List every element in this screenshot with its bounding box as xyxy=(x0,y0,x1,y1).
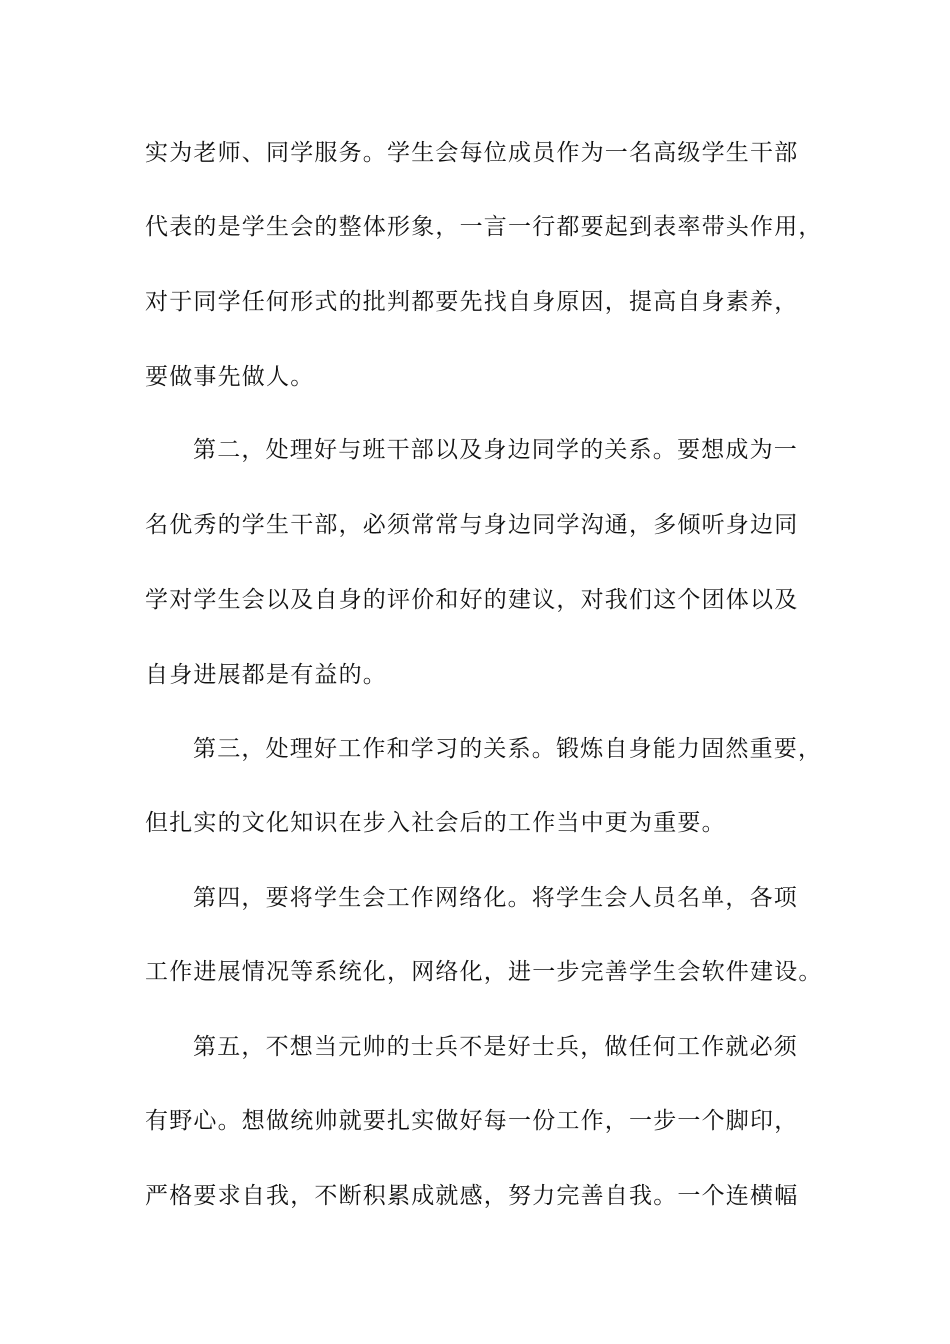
text-line: 但扎实的文化知识在步入社会后的工作当中更为重要。 xyxy=(145,810,726,836)
paragraph-start-line: 第二，处理好与班干部以及身边同学的关系。要想成为一 xyxy=(193,437,798,463)
text-line: 严格要求自我，不断积累成就感，努力完善自我。一个连横幅 xyxy=(145,1183,799,1209)
paragraph-start-line: 第三，处理好工作和学习的关系。锻炼自身能力固然重要， xyxy=(193,736,823,762)
text-line: 自身进展都是有益的。 xyxy=(145,662,387,688)
text-line: 要做事先做人。 xyxy=(145,364,315,390)
text-line: 名优秀的学生干部，必须常常与身边同学沟通，多倾听身边同 xyxy=(145,512,799,538)
text-line: 实为老师、同学服务。学生会每位成员作为一名高级学生干部 xyxy=(145,140,799,166)
text-line: 学对学生会以及自身的评价和好的建议，对我们这个团体以及 xyxy=(145,587,799,613)
paragraph-start-line: 第五，不想当元帅的士兵不是好士兵，做任何工作就必须 xyxy=(193,1034,798,1060)
text-line: 代表的是学生会的整体形象，一言一行都要起到表率带头作用， xyxy=(145,214,823,240)
text-line: 有野心。想做统帅就要扎实做好每一份工作，一步一个脚印， xyxy=(145,1108,799,1134)
text-line: 对于同学任何形式的批判都要先找自身原因，提高自身素养， xyxy=(145,289,799,315)
paragraph-start-line: 第四，要将学生会工作网络化。将学生会人员名单，各项 xyxy=(193,885,798,911)
text-line: 工作进展情况等系统化，网络化，进一步完善学生会软件建设。 xyxy=(145,959,823,985)
